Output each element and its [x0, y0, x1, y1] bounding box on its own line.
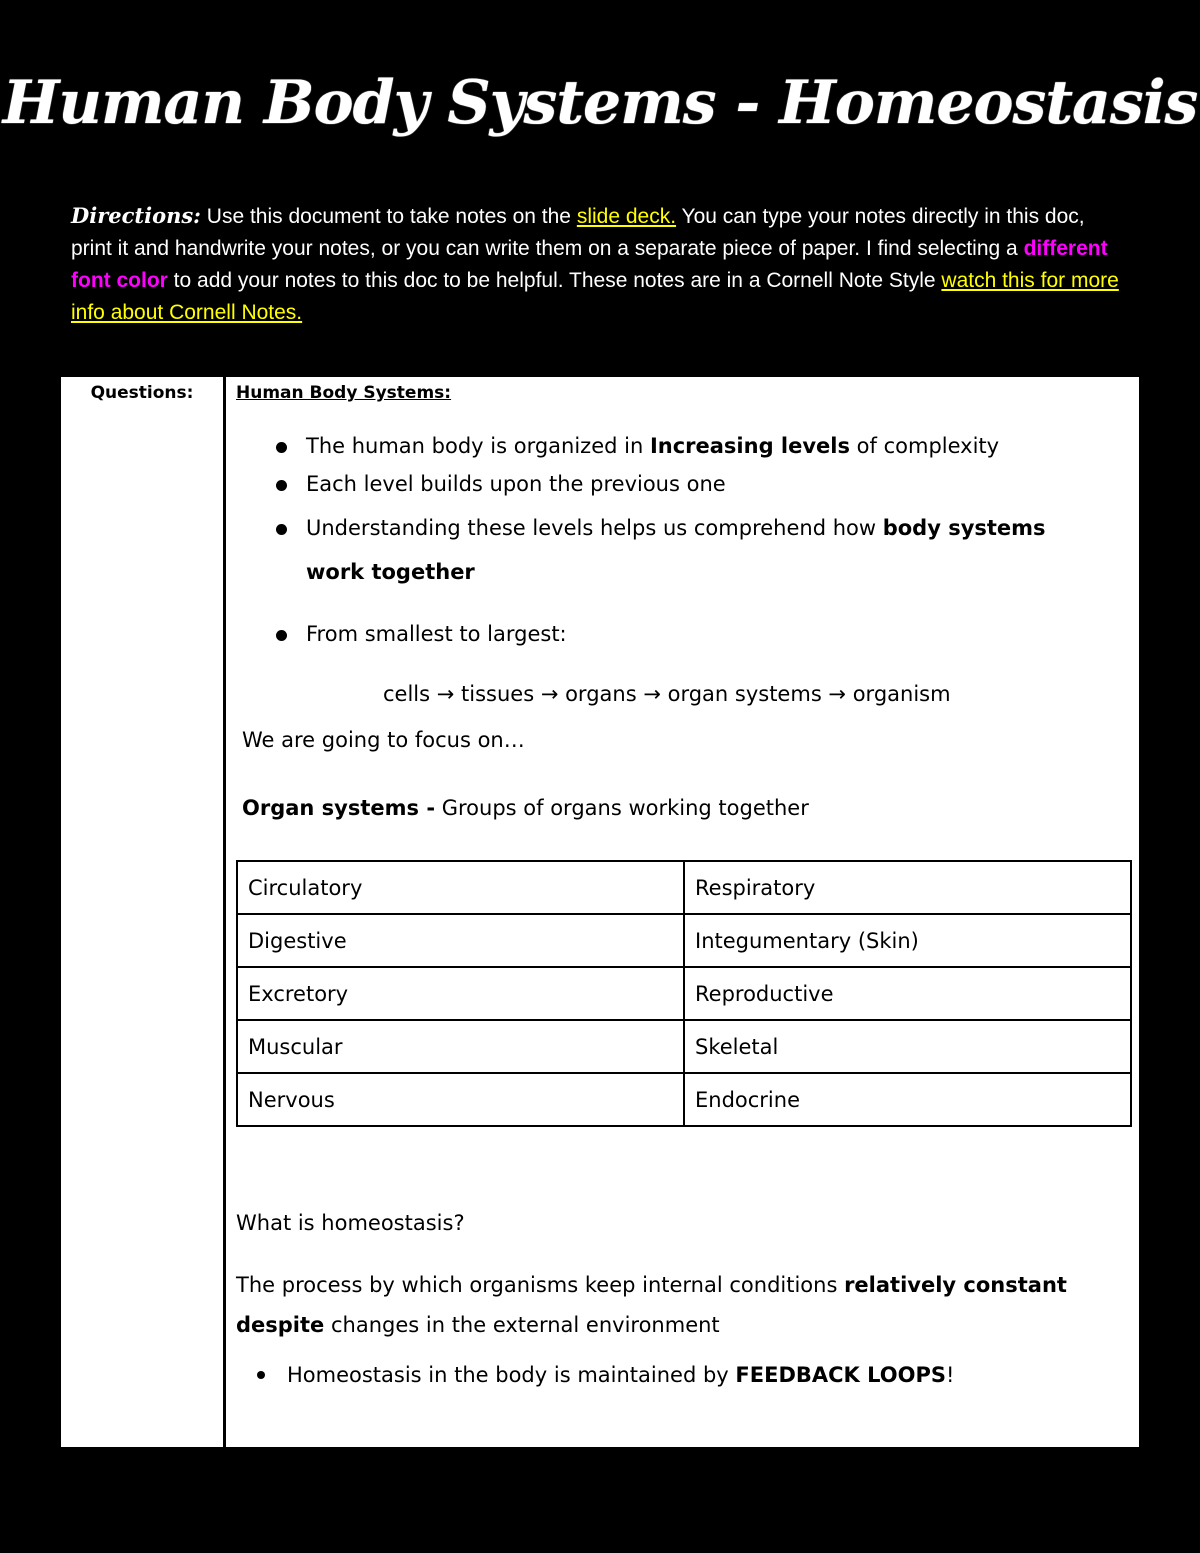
- directions-text-3: to add your notes to this doc to be helpful. These notes are in a Cornell Note Style: [167, 269, 942, 292]
- bullet-item: [306, 620, 567, 648]
- organ-system-cell: Reproductive: [684, 967, 1131, 1020]
- questions-label: Questions:: [90, 383, 194, 403]
- organ-system-cell: Skeletal: [684, 1020, 1131, 1073]
- bullet-item-continued: [306, 558, 475, 586]
- directions-text-2: You can type your notes directly in this doc, print it and handwrite your notes, or you can write them on a separate piece of paper. I find selecting a: [71, 205, 1085, 260]
- feedback-bullet: [287, 1361, 954, 1389]
- bullet-dot: [276, 524, 287, 535]
- organ-systems-row: [237, 861, 1131, 914]
- bullet-bold: body systems: [882, 516, 1046, 540]
- organ-systems-row: [237, 1020, 1131, 1073]
- section-title: Human Body Systems:: [236, 383, 452, 403]
- bullet-text: From smallest to largest:: [306, 622, 567, 646]
- organ-systems-definition: [242, 794, 809, 822]
- feedback-text: !: [945, 1363, 955, 1387]
- organ-system-cell: Respiratory: [684, 861, 1131, 914]
- bullet-dot: [276, 630, 287, 641]
- bullet-bold: Increasing levels: [649, 434, 850, 458]
- organ-systems-row: [237, 914, 1131, 967]
- organ-system-cell: Integumentary (Skin): [684, 914, 1131, 967]
- bullet-text: Each level builds upon the previous one: [306, 472, 726, 496]
- organ-systems-table: [236, 860, 1132, 1127]
- organization-chain: cells → tissues → organs → organ systems → organism: [383, 682, 951, 706]
- homeostasis-question: What is homeostasis?: [236, 1211, 465, 1235]
- bullet-item: [306, 514, 1046, 542]
- organ-system-cell: Circulatory: [237, 861, 684, 914]
- cornell-notes-table: [61, 377, 1139, 1447]
- definition-bold: relatively constant: [844, 1273, 1067, 1297]
- bullet-dot: [276, 442, 287, 453]
- cornell-notes-link[interactable]: watch this for more info about Cornell Notes.: [71, 269, 1119, 324]
- page-title: Human Body Systems - Homeostasis: [2, 68, 1198, 138]
- definition-text: changes in the external environment: [324, 1313, 720, 1337]
- bullet-dot: [257, 1371, 265, 1379]
- organ-system-cell: Nervous: [237, 1073, 684, 1126]
- directions-highlight: different font color: [71, 237, 1108, 292]
- organ-systems-term: Organ systems -: [242, 796, 436, 820]
- questions-column: [61, 377, 226, 1447]
- bullet-item: [306, 470, 726, 498]
- notes-column: [226, 377, 1139, 1447]
- directions: [71, 200, 1131, 329]
- bullet-bold: work together: [306, 560, 475, 584]
- bullet-text: Understanding these levels helps us comprehend how: [306, 516, 883, 540]
- directions-text-1: Use this document to take notes on the: [200, 205, 577, 228]
- definition-bold: despite: [236, 1313, 325, 1337]
- bullet-dot: [276, 480, 287, 491]
- organ-system-cell: Excretory: [237, 967, 684, 1020]
- organ-systems-row: [237, 967, 1131, 1020]
- focus-text: We are going to focus on…: [242, 728, 525, 752]
- feedback-bold: FEEDBACK LOOPS: [735, 1363, 946, 1387]
- bullet-text: of complexity: [850, 434, 1000, 458]
- organ-system-cell: Muscular: [237, 1020, 684, 1073]
- slide-deck-link[interactable]: slide deck.: [576, 205, 677, 228]
- bullet-item: [306, 432, 999, 460]
- homeostasis-definition: [236, 1265, 1116, 1345]
- directions-label: Directions:: [71, 203, 201, 228]
- organ-systems-row: [237, 1073, 1131, 1126]
- feedback-text: Homeostasis in the body is maintained by: [287, 1363, 736, 1387]
- organ-system-cell: Digestive: [237, 914, 684, 967]
- organ-system-cell: Endocrine: [684, 1073, 1131, 1126]
- organ-systems-text: Groups of organs working together: [435, 796, 809, 820]
- definition-text: The process by which organisms keep internal conditions: [236, 1273, 845, 1297]
- bullet-text: The human body is organized in: [306, 434, 650, 458]
